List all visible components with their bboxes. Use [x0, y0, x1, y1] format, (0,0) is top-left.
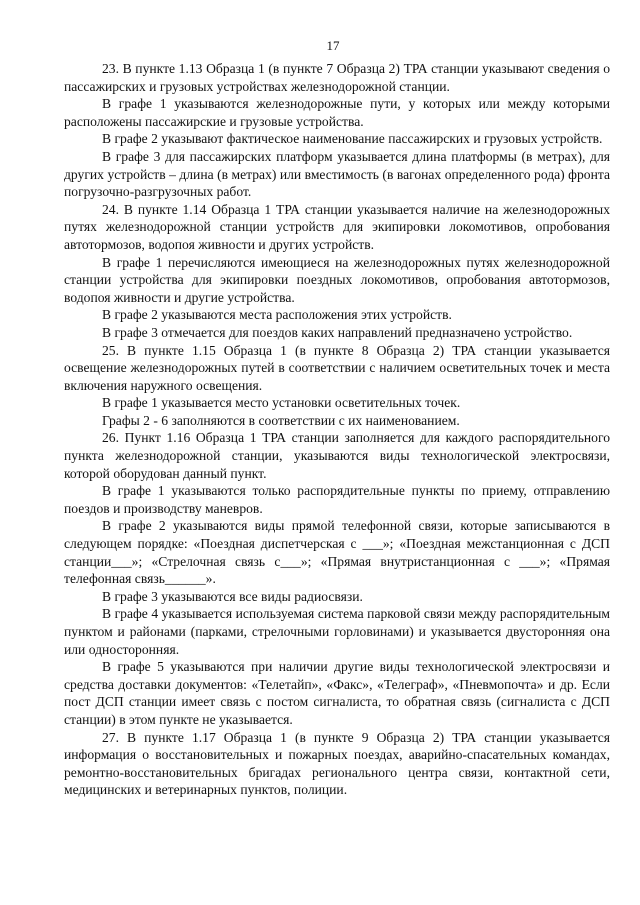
paragraph-23: 23. В пункте 1.13 Образца 1 (в пункте 7 Образца 2) ТРА станции указывают сведения о пассажирских и грузовых устройствах железнодорожной станции. — [64, 61, 610, 94]
paragraph-24-column-1: В графе 1 перечисляются имеющиеся на железнодорожных путях железнодорожной станции устройства для экипировки поездных локомотивов, опробования автотормозов, водопоя живности и другие устройства. — [64, 254, 610, 305]
paragraph-23-column-3: В графе 3 для пассажирских платформ указывается длина платформы (в метрах), для других устройств – длина (в метрах) или вместимость (в вагонах определенного рода) фронта погрузочно-разгрузочных работ. — [64, 148, 610, 200]
paragraph-23-column-2: В графе 2 указывают фактическое наименование пассажирских и грузовых устройств. — [102, 131, 603, 147]
paragraph-25: 25. В пункте 1.15 Образца 1 (в пункте 8 Образца 2) ТРА станции указывается освещение железнодорожных путей в соответствии с наличием осветительных точек и места включения наружного освещения. — [64, 342, 610, 393]
document-body — [64, 60, 610, 799]
paragraph-23-column-1: В графе 1 указываются железнодорожные пути, у которых или между которыми расположены пассажирские и грузовые устройства. — [64, 96, 610, 129]
paragraph-26-column-1: В графе 1 указываются только распорядительные пункты по приему, отправлению поездов и производству маневров. — [64, 483, 610, 516]
paragraph-26-column-4: В графе 4 указывается используемая система парковой связи между распорядительным пунктом и районами (парками, стрелочными горловинами) и указывается двусторонняя она или односторонняя. — [64, 606, 610, 657]
paragraph-27: 27. В пункте 1.17 Образца 1 (в пункте 9 Образца 2) ТРА станции указывается информация о восстановительных и пожарных поездах, аварийно-спасательных командах, ремонтно-восстановительных бригадах регионального центра связи, контактной сети, медицинских и ветеринарных пунктов, полиции. — [64, 729, 610, 798]
paragraph-25-column-1: В графе 1 указывается место установки осветительных точек. — [102, 395, 461, 411]
paragraph-24-column-3: В графе 3 отмечается для поездов каких направлений предназначено устройство. — [102, 324, 573, 340]
paragraph-26-column-3: В графе 3 указываются все виды радиосвязи. — [102, 588, 363, 604]
page-number: 17 — [326, 38, 340, 53]
paragraph-25-columns-2-6: Графы 2 - 6 заполняются в соответствии с их наименованием. — [102, 412, 460, 428]
paragraph-26: 26. Пункт 1.16 Образца 1 ТРА станции заполняется для каждого распорядительного пункта железнодорожной станции, указываются виды технологической электросвязи, которой оборудован данный пункт. — [64, 430, 610, 481]
paragraph-24: 24. В пункте 1.14 Образца 1 ТРА станции указывается наличие на железнодорожных путях железнодорожной станции устройств для экипировки локомотивов, опробования автотормозов, водопоя живности и других устройств. — [64, 201, 610, 252]
paragraph-24-column-2: В графе 2 указываются места расположения этих устройств. — [102, 307, 452, 323]
paragraph-26-column-5: В графе 5 указываются при наличии другие виды технологической электросвязи и средства доставки документов: «Телетайп», «Факс», «Телеграф», «Пневмопочта» и др. Если пост ДСП станции имеет связь с постом сигналиста, то обратная связь (сигналиста с ДСП станции) в этом пункте не указывается. — [64, 659, 610, 727]
paragraph-26-column-2: В графе 2 указываются виды прямой телефонной связи, которые записываются в следующем порядке: «Поездная диспетчерская с ___»; «Поездная межстанционная с ДСП станции___»; «Стрелочная связь с___»; «Прямая внутристанционная с ___»; «Прямая телефонная связь______». — [64, 518, 610, 587]
